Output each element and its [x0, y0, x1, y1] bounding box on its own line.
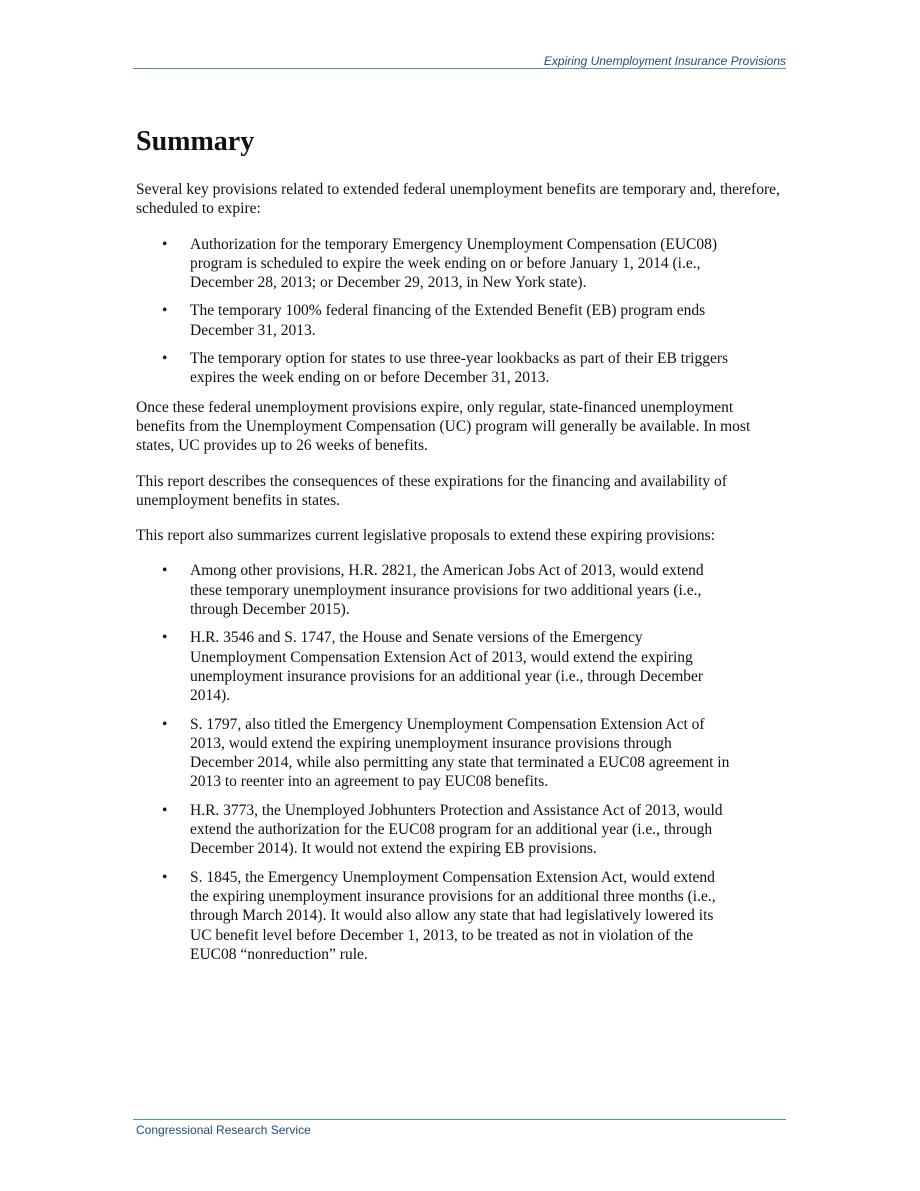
report-description-paragraph: This report describes the consequences of these expirations for the financing and availability of unemployment benefits in states.	[136, 472, 727, 509]
list-item-text: Among other provisions, H.R. 2821, the American Jobs Act of 2013, would extend these temporary unemployment insurance provisions for two additional years (i.e., through December 2015).	[190, 562, 704, 619]
bullet-icon: •	[162, 801, 168, 819]
footer-rule	[133, 1119, 786, 1120]
list-item-text: S. 1845, the Emergency Unemployment Compensation Extension Act, would extend the expiring unemployment insurance provisions for an additional three months (i.e., through March 2014). It would also allow any state that had legislatively lowered its UC benefit level before December 1, 2013, to be treated as not in violation of the EUC08 “nonreduction” rule.	[190, 868, 716, 963]
page-title: Summary	[136, 126, 255, 157]
list-item	[136, 801, 735, 859]
bullet-icon: •	[162, 302, 168, 320]
legislative-proposals-list	[136, 561, 786, 964]
proposals-intro-paragraph: This report also summarizes current legislative proposals to extend these expiring provisions:	[136, 527, 715, 545]
expiry-consequence-paragraph: Once these federal unemployment provisions expire, only regular, state-financed unemployment benefits from the Unemployment Compensation (UC) program will generally be available. In most states, UC provides up to 26 weeks of benefits.	[136, 398, 751, 455]
bullet-icon: •	[162, 715, 168, 733]
bullet-icon: •	[162, 629, 168, 647]
running-header: Expiring Unemployment Insurance Provisions	[543, 54, 786, 68]
list-item-text: The temporary option for states to use three-year lookbacks as part of their EB triggers expires the week ending on or before December 31, 2013.	[190, 350, 729, 387]
list-item	[136, 628, 735, 705]
bullet-icon: •	[162, 868, 168, 886]
footer-organization: Congressional Research Service	[136, 1123, 311, 1137]
list-item-text: H.R. 3773, the Unemployed Jobhunters Protection and Assistance Act of 2013, would extend the authorization for the EUC08 program for an additional year (i.e., through December 2014). It would not extend the expiring EB provisions.	[190, 801, 723, 858]
expiring-provisions-list	[136, 235, 786, 388]
list-item-text: H.R. 3546 and S. 1747, the House and Senate versions of the Emergency Unemployment Compensation Extension Act of 2013, would extend the expiring unemployment insurance provisions for an additional year (i.e., through December 2014).	[190, 629, 704, 705]
bullet-icon: •	[162, 350, 168, 368]
list-item-text: S. 1797, also titled the Emergency Unemployment Compensation Extension Act of 2013, would extend the expiring unemployment insurance provisions through December 2014, while also permitting any state that terminated a EUC08 agreement in 2013 to reenter into an agreement to pay EUC08 benefits.	[190, 715, 730, 791]
intro-paragraph: Several key provisions related to extended federal unemployment benefits are temporary and, therefore, scheduled to expire:	[136, 181, 780, 218]
list-item	[136, 349, 735, 388]
list-item	[136, 301, 735, 340]
list-item	[136, 561, 735, 619]
header-rule	[133, 68, 786, 69]
list-item-text: Authorization for the temporary Emergency Unemployment Compensation (EUC08) program is scheduled to expire the week ending on or before January 1, 2014 (i.e., December 28, 2013; or December 29, 2013, in New York state).	[190, 235, 718, 292]
list-item	[136, 235, 735, 293]
page-content	[136, 124, 786, 974]
list-item	[136, 868, 735, 964]
list-item-text: The temporary 100% federal financing of the Extended Benefit (EB) program ends December 31, 2013.	[190, 302, 706, 339]
bullet-icon: •	[162, 562, 168, 580]
list-item	[136, 715, 735, 792]
bullet-icon: •	[162, 235, 168, 253]
